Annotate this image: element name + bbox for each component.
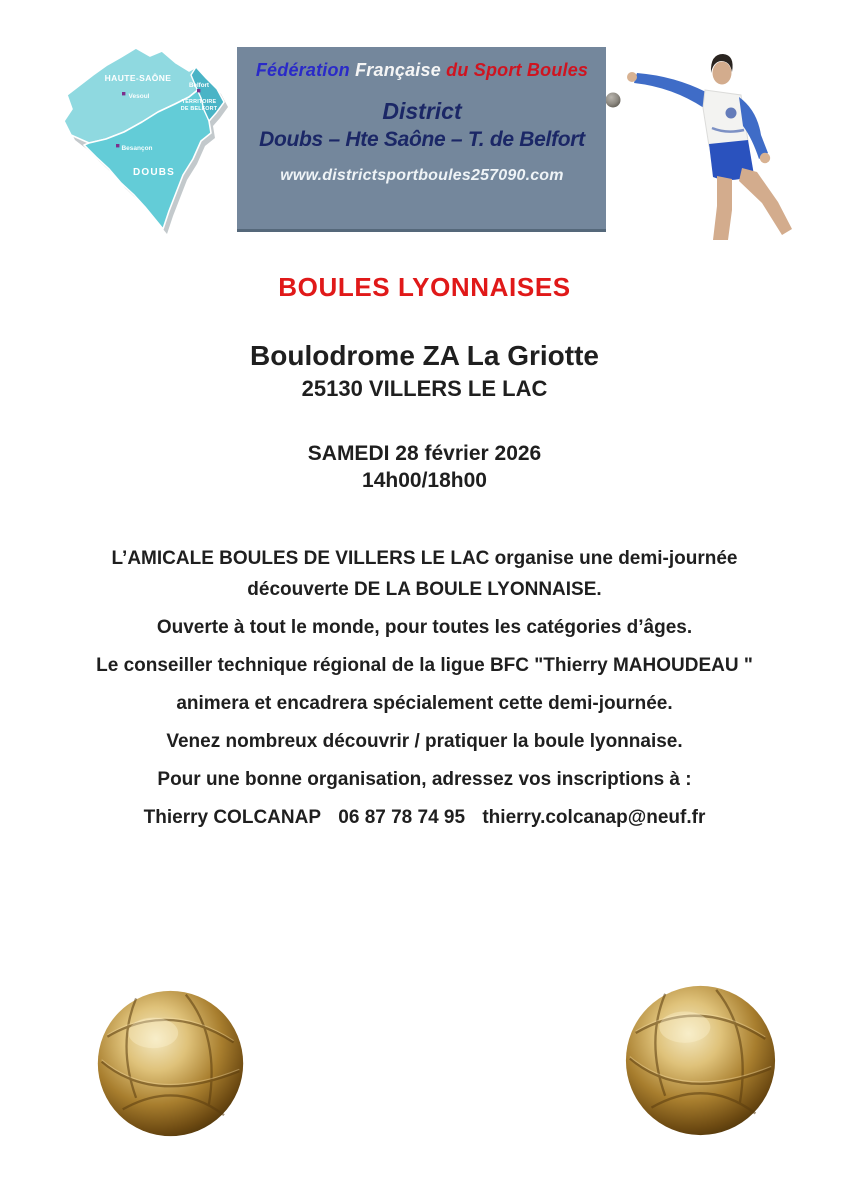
contact-line (45, 807, 804, 829)
district-heading: District (382, 98, 462, 124)
contact-name: Thierry COLCANAP (143, 807, 321, 828)
federation-banner (237, 47, 608, 232)
map-label-vesoul: Vesoul (128, 93, 150, 100)
player-jersey-badge (726, 108, 737, 119)
boule-highlight (128, 1018, 178, 1049)
player-fist (760, 153, 770, 163)
contact-phone: 06 87 78 74 95 (338, 807, 466, 828)
event-date: SAMEDI 28 février 2026 (307, 442, 542, 465)
event-time: 14h00/18h00 (362, 469, 487, 492)
description-line: Venez nombreux découvrir / pratiquer la boule lyonnaise. (166, 731, 683, 752)
federation-word-red: du Sport Boules (446, 60, 589, 80)
boule-highlight (659, 1011, 710, 1042)
thrown-boule-icon (606, 93, 621, 108)
player-head (713, 62, 732, 85)
schedule-block (0, 440, 849, 494)
map-label-territoire-line1: TERRITOIRE (181, 99, 217, 105)
venue-block (0, 339, 849, 402)
golden-boule-left-image (94, 987, 247, 1140)
map-city-dot-vesoul (122, 92, 125, 95)
venue-name: Boulodrome ZA La Griotte (250, 340, 599, 371)
federation-word-white: Française (355, 60, 441, 80)
description-line: L’AMICALE BOULES DE VILLERS LE LAC organise une demi-journée (111, 548, 738, 569)
map-label-besancon: Besançon (121, 145, 153, 152)
map-label-territoire-line2: DE BELFORT (180, 106, 218, 112)
player-photo (606, 40, 812, 240)
region-map-image (58, 42, 232, 244)
district-website-url: www.districtsportboules257090.com (280, 167, 564, 184)
map-label-belfort: Belfort (189, 82, 209, 89)
map-label-haute-saone: HAUTE-SAÔNE (104, 73, 172, 83)
map-city-dot-belfort (197, 89, 200, 92)
contact-email: thierry.colcanap@neuf.fr (482, 807, 706, 828)
description-line: Le conseiller technique régional de la ligue BFC "Thierry MAHOUDEAU " (96, 655, 753, 676)
player-hand (627, 72, 637, 82)
map-label-doubs: DOUBS (132, 167, 176, 178)
venue-address: 25130 VILLERS LE LAC (301, 376, 548, 401)
golden-boule-right-image (622, 982, 779, 1139)
description-line: Ouverte à tout le monde, pour toutes les catégories d’âges. (156, 617, 693, 638)
event-description (45, 548, 804, 845)
map-city-dot-besancon (116, 144, 119, 147)
description-line: Pour une bonne organisation, adressez vos inscriptions à : (157, 769, 692, 790)
description-line: découverte DE LA BOULE LYONNAISE. (247, 579, 602, 600)
district-departments: Doubs – Hte Saône – T. de Belfort (259, 128, 585, 151)
federation-title-line (237, 60, 607, 81)
description-line: animera et encadrera spécialement cette demi-journée. (176, 693, 673, 714)
federation-word-blue: Fédération (255, 60, 350, 80)
page-title: BOULES LYONNAISES (278, 272, 571, 302)
